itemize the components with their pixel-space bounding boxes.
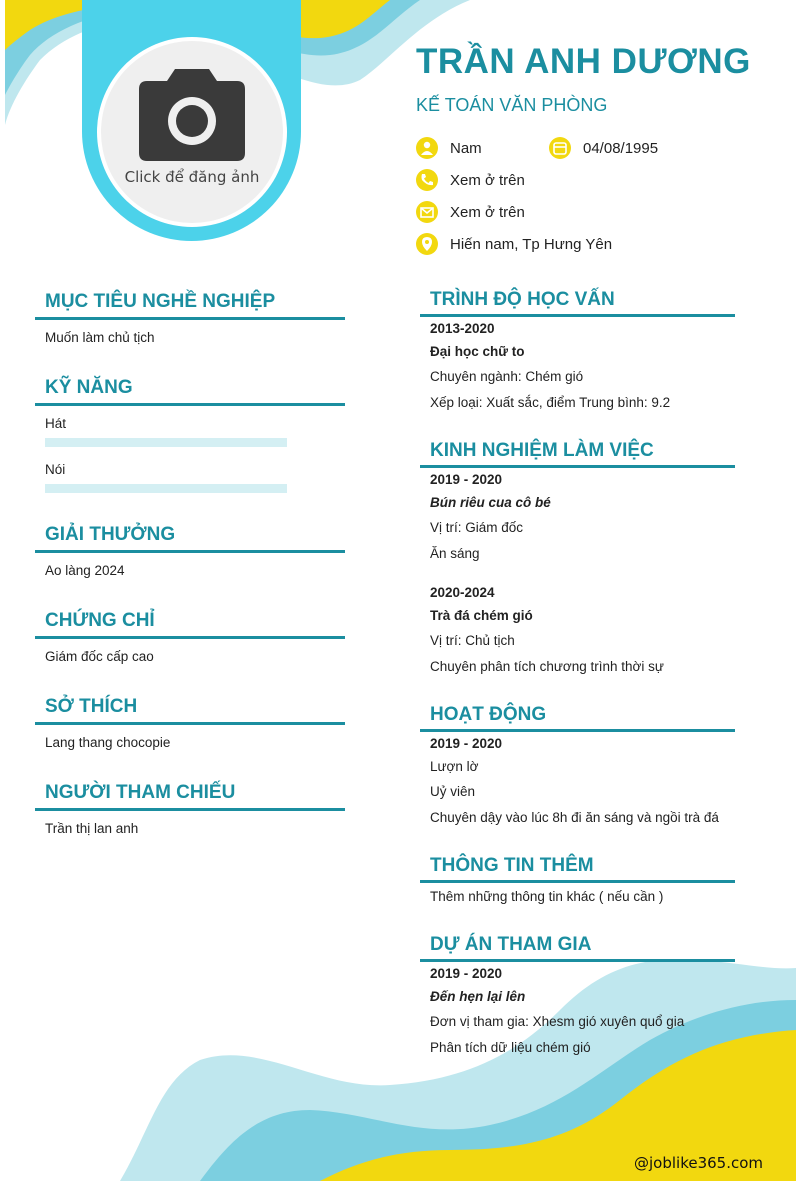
- section-divider: [420, 729, 735, 732]
- extra-info-text: Thêm những thông tin khác ( nếu cần ): [430, 889, 664, 904]
- experience-desc: Chuyên phân tích chương trình thời sự: [430, 659, 664, 674]
- section-divider: [35, 636, 345, 639]
- project-name: Đến hẹn lại lên: [430, 989, 526, 1004]
- user-icon: [416, 137, 438, 159]
- experience-position: Vị trí: Giám đốc: [430, 520, 524, 535]
- camera-icon: [137, 67, 247, 163]
- address-value: Hiến nam, Tp Hưng Yên: [450, 235, 613, 253]
- skills-title: KỸ NĂNG: [45, 377, 133, 398]
- section-divider: [420, 959, 735, 962]
- experience-title: KINH NGHIỆM LÀM VIỆC: [430, 440, 654, 461]
- skill-label: Nói: [45, 462, 66, 477]
- dob-value: 04/08/1995: [583, 139, 659, 157]
- references-title: NGƯỜI THAM CHIẾU: [45, 782, 236, 803]
- section-divider: [420, 314, 735, 317]
- education-period: 2013-2020: [430, 321, 495, 336]
- awards-title: GIẢI THƯỞNG: [45, 524, 176, 545]
- location-pin-icon: [416, 233, 438, 255]
- section-divider: [420, 465, 735, 468]
- section-divider: [35, 722, 345, 725]
- phone-row: [416, 169, 525, 191]
- experience-position: Vị trí: Chủ tịch: [430, 633, 515, 648]
- gender-value: Nam: [450, 139, 482, 157]
- job-title: KẾ TOÁN VĂN PHÒNG: [416, 95, 608, 115]
- activities-org: Lượn lờ: [430, 759, 479, 774]
- activities-role: Uỷ viên: [430, 784, 476, 799]
- education-grade: Xếp loại: Xuất sắc, điểm Trung bình: 9.2: [430, 395, 671, 410]
- skill-level-bar: [45, 484, 287, 493]
- objective-title: MỤC TIÊU NGHỀ NGHIỆP: [45, 291, 276, 312]
- photo-caption: Click để đăng ảnh: [124, 168, 260, 186]
- experience-company: Trà đá chém gió: [430, 608, 533, 623]
- experience-period: 2020-2024: [430, 585, 495, 600]
- project-unit: Đơn vị tham gia: Xhesm gió xuyên quổ gia: [430, 1014, 685, 1029]
- extra-info-title: THÔNG TIN THÊM: [430, 855, 594, 876]
- education-major: Chuyên ngành: Chém gió: [430, 369, 584, 384]
- skill-level-bar: [45, 438, 287, 447]
- experience-period: 2019 - 2020: [430, 472, 503, 487]
- activities-title: HOẠT ĐỘNG: [430, 704, 547, 725]
- projects-title: DỰ ÁN THAM GIA: [430, 934, 592, 955]
- upload-photo-area[interactable]: [101, 41, 283, 223]
- certificates-title: CHỨNG CHỈ: [45, 610, 155, 631]
- hobbies-title: SỞ THÍCH: [45, 696, 138, 717]
- activities-desc: Chuyên dậy vào lúc 8h đi ăn sáng và ngồi trà đá: [430, 810, 719, 825]
- experience-company: Bún riêu cua cô bé: [430, 495, 551, 510]
- gender-row: [416, 137, 482, 159]
- certificates-text: Giám đốc cấp cao: [45, 649, 154, 664]
- education-title: TRÌNH ĐỘ HỌC VẤN: [430, 289, 615, 310]
- mail-icon: [416, 201, 438, 223]
- awards-text: Ao làng 2024: [45, 563, 125, 578]
- project-period: 2019 - 2020: [430, 966, 503, 981]
- candidate-name: TRẦN ANH DƯƠNG: [416, 42, 751, 81]
- activities-period: 2019 - 2020: [430, 736, 503, 751]
- section-divider: [35, 808, 345, 811]
- section-divider: [35, 317, 345, 320]
- phone-icon: [416, 169, 438, 191]
- project-desc: Phân tích dữ liệu chém gió: [430, 1040, 591, 1055]
- address-row: [416, 233, 612, 255]
- calendar-icon: [549, 137, 571, 159]
- email-value: Xem ở trên: [450, 203, 525, 221]
- section-divider: [35, 550, 345, 553]
- email-row: [416, 201, 525, 223]
- footer-brand: @joblike365.com: [634, 1154, 764, 1172]
- hobbies-text: Lang thang chocopie: [45, 735, 171, 750]
- section-divider: [35, 403, 345, 406]
- section-divider: [420, 880, 735, 883]
- education-school: Đại học chữ to: [430, 344, 525, 359]
- references-text: Trần thị lan anh: [45, 821, 139, 836]
- skill-label: Hát: [45, 416, 67, 431]
- objective-text: Muốn làm chủ tịch: [45, 330, 155, 345]
- phone-value: Xem ở trên: [450, 171, 525, 189]
- experience-desc: Ăn sáng: [430, 546, 480, 561]
- dob-row: [549, 137, 658, 159]
